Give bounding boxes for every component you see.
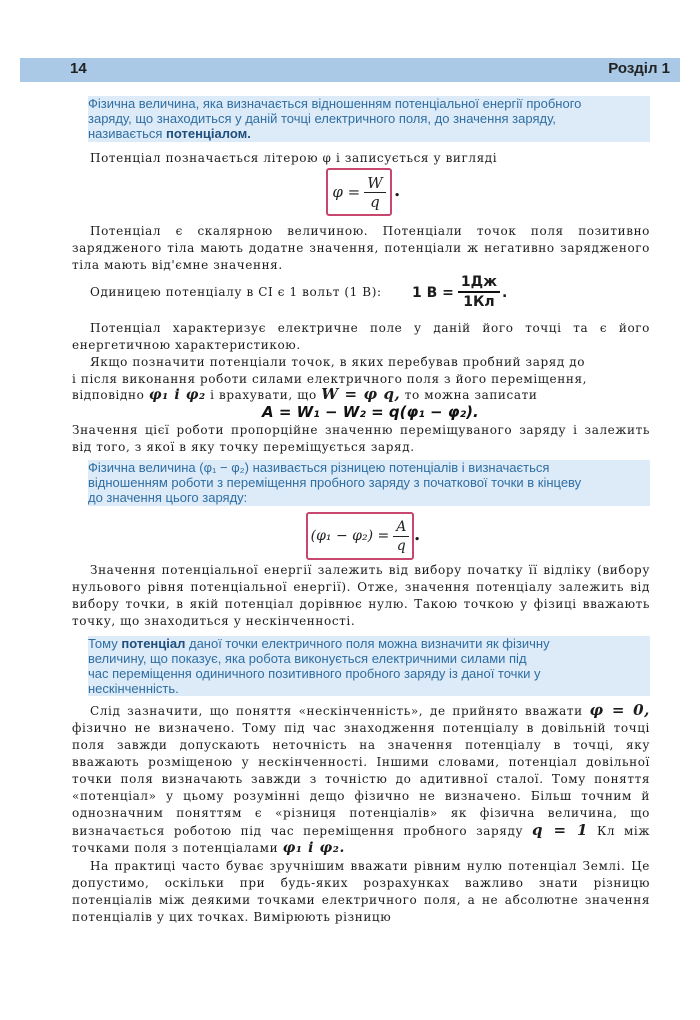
fraction: [458, 274, 500, 311]
formula-potential: [326, 168, 392, 216]
fraction-numerator: 1Дж: [458, 274, 500, 293]
text: і врахувати, що: [210, 388, 317, 402]
definition-term: потенціал: [121, 636, 186, 651]
fraction: [393, 518, 409, 555]
fraction-numerator: W: [364, 174, 385, 193]
inline-math: φ = 0,: [589, 701, 650, 719]
fraction-numerator: A: [393, 518, 409, 537]
paragraph: Значення цієї роботи пропорційне значенню переміщуваного заряду і залежить від того, з якої в яку точку переміщується заряд.: [72, 423, 650, 454]
formula-period: .: [414, 524, 421, 545]
header-band: [20, 58, 680, 82]
inline-math: φ₁ і φ₂: [148, 387, 206, 403]
formula-volt: 1 В = $\frac{1Дж}{1Кл}$ .: [412, 274, 508, 310]
formula-lhs: φ =: [332, 183, 361, 201]
definition-line: заряду, що знаходиться у даній точці електричного поля, до значення заряду,: [88, 111, 556, 126]
definition-line: відношенням роботи з переміщення пробного заряду з початкової точки в кінцеву: [88, 475, 582, 490]
text: Слід зазначити, що поняття «нескінченність», де прийнято вважати: [90, 704, 583, 718]
paragraph: Потенціал є скалярною величиною. Потенціали точок поля позитивно зарядженого тіла мають додатне значення, потенціали ж негативно зарядженого тіла мають від'ємне значення.: [72, 224, 650, 272]
paragraph-line: [72, 386, 650, 404]
definition-potential-difference: [88, 460, 650, 506]
paragraph-line: Якщо позначити потенціали точок, в яких перебував пробний заряд до: [90, 355, 586, 369]
page-number: 14: [70, 60, 87, 77]
paragraph: [72, 702, 650, 857]
inline-math: φ₁ і φ₂.: [282, 840, 345, 856]
text: Тому: [88, 636, 122, 651]
inline-math: W = φ q,: [321, 385, 401, 403]
paragraph: Потенціал позначається літерою φ і записується у вигляді: [90, 151, 498, 165]
definition-line: [88, 636, 650, 651]
fraction: [364, 174, 385, 211]
inline-math: q = 1: [532, 821, 589, 839]
paragraph: Потенціал характеризує електричне поле у даній його точці та є його енергетичною характеристикою.: [72, 321, 650, 352]
definition-line: до значення цього заряду:: [88, 490, 248, 505]
definition-line: Фізична величина, яка визначається відношенням потенціальної енергії пробного: [88, 96, 582, 111]
formula-lhs: (φ₁ − φ₂) =: [310, 528, 390, 544]
definition-line: Фізична величина (φ₁ − φ₂) називається різницею потенціалів і визначається: [88, 460, 550, 475]
paragraph-unit: Одиницею потенціалу в СІ є 1 вольт (1 В):: [90, 285, 382, 299]
formula-work: A = W₁ − W₂ = q(φ₁ − φ₂).: [262, 403, 479, 421]
definition-potential-work: [88, 636, 650, 696]
section-title: Розділ 1: [608, 60, 670, 77]
text: відповідно: [72, 388, 145, 402]
text: Кл між точками поля з потенціалами: [72, 824, 650, 855]
text: даної точки електричного поля можна визначити як фізичну: [185, 636, 550, 651]
paragraph: На практиці часто буває зручнішим вважати рівним нулю потенціал Землі. Це допустимо, оскільки при будь-яких розрахунках важливо знати різницю потенціалів між деякими точками електричного поля, а не абсолютне значення потенціалів у цих точках. Вимірюють різницю: [72, 859, 650, 924]
paragraph-line: і після виконання роботи силами електричного поля з його переміщення,: [72, 372, 588, 386]
formula-lhs: 1 В =: [412, 284, 454, 301]
definition-term: потенціалом.: [166, 126, 251, 141]
fraction-denominator: q: [396, 537, 406, 554]
paragraph: Значення потенціальної енергії залежить від вибору початку її відліку (вибору нульового рівня потенціальної енергії). Отже, значення потенціалу залежить від вибору точки, в якій потенціал дорівнює нулю. Такою точкою у фізиці вважають точку, що знаходиться у нескінченності.: [72, 563, 650, 628]
definition-line: нескінченність.: [88, 681, 179, 696]
formula-potential-difference: [306, 512, 414, 560]
text: то можна записати: [404, 388, 538, 402]
definition-line: [88, 126, 650, 141]
definition-line: час переміщення одиничного позитивного пробного заряду із даної точки у: [88, 666, 541, 681]
definition-text: називається: [88, 126, 166, 141]
fraction-denominator: 1Кл: [463, 294, 495, 310]
definition-potential: [88, 96, 650, 142]
definition-line: величину, що показує, яка робота виконується електричними силами під: [88, 651, 527, 666]
text: фізично не визначено. Тому під час знаходження потенціалу в довільній точці поля завжди допускають неточність на значення потенціалу в точці, яку вважають розміщеною у нескінченності. Іншими словами, потенціал довільної точки поля визначають завжди з точністю до адитивної сталої. Тому поняття «потенціал» у цьому розумінні дещо фізично не визначено. Більш точним й однозначним поняттям є «різниця потенціалів» як фізична величина, що визначається роботою під час переміщення пробного заряду: [72, 721, 650, 838]
formula-period: .: [394, 180, 401, 201]
fraction-denominator: q: [370, 192, 380, 211]
